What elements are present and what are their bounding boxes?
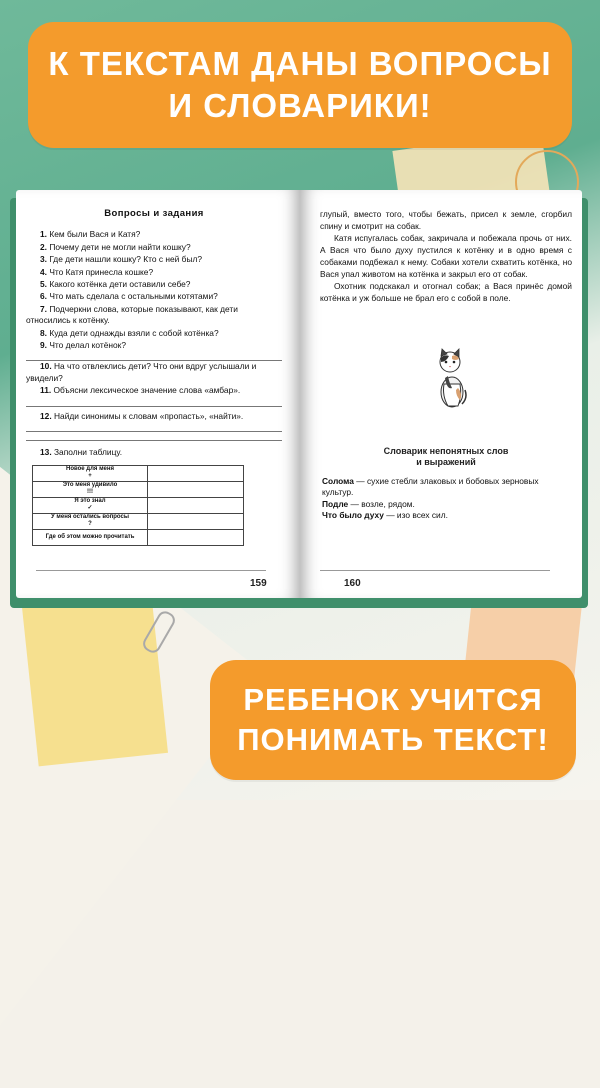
cat-illustration-icon [432, 348, 468, 410]
question-item: 13. Заполни таблицу. [40, 447, 123, 458]
answer-line [26, 432, 282, 441]
page-number: 160 [344, 578, 361, 589]
table-row: Где об этом можно прочитать [33, 529, 244, 545]
dictionary-title: Словарик непонятных слов и выражений [383, 446, 509, 467]
answer-line [26, 398, 282, 407]
question-item: 6. Что мать сделала с остальными котятами? [40, 291, 218, 302]
question-item: 10. На что отвлеклись дети? Что они вдруг услышали и увидели? [26, 361, 257, 383]
question-item: 4. Что Катя принесла кошке? [40, 266, 154, 277]
table-cell-input[interactable] [148, 481, 244, 497]
question-item: 12. Найди синонимы к словам «пропасть», «найти». [40, 410, 244, 421]
paragraph: глупый, вместо того, чтобы бежать, присел к земле, сгорбил спину и смотрит на собак. [320, 209, 572, 231]
footer-line [320, 570, 550, 571]
table-cell-input[interactable] [148, 513, 244, 529]
top-banner-line1: К ТЕКСТАМ ДАНЫ ВОПРОСЫ [48, 45, 552, 82]
answer-line [26, 352, 282, 361]
table-cell-input[interactable] [148, 497, 244, 513]
footer-line [36, 570, 266, 571]
question-item: 2. Почему дети не могли найти кошку? [40, 241, 191, 252]
question-item: 8. Куда дети однажды взяли с собой котёнка? [40, 327, 219, 338]
open-book [10, 190, 588, 610]
dictionary-list [322, 476, 572, 522]
section-title: Вопросы и задания [104, 208, 204, 219]
question-item: 5. Какого котёнка дети оставили себе? [40, 279, 191, 290]
top-banner [28, 22, 572, 148]
left-page [16, 190, 300, 598]
right-page [300, 190, 582, 598]
table-cell-input[interactable] [148, 465, 244, 481]
table-row: Я это знал ✓ [33, 497, 244, 513]
paragraph: Катя испугалась собак, закричала и побежала прочь от них. А Вася что было духу пустился к котёнку и в одно время с собаками подбежал к нему. Собаки хотели схватить котёнка, но Вася упал животом на котёнка и закрыл его от собак. [320, 233, 572, 279]
bottom-banner-line1: РЕБЕНОК УЧИТСЯ [243, 682, 543, 717]
question-item: 7. Подчеркни слова, которые показывают, как дети относились к котёнку. [26, 303, 238, 326]
question-item: 3. Где дети нашли кошку? Кто с ней был? [40, 254, 203, 265]
fill-table [32, 465, 244, 546]
table-row: У меня остались вопросы ? [33, 513, 244, 529]
dictionary-entry: Солома — сухие стебли злаковых и бобовых зерновых культур. [322, 476, 539, 498]
answer-line [26, 423, 282, 432]
paragraph: Охотник подскакал и отогнал собак; а Вася принёс домой котёнка и уж больше не брал его с собой в поле. [320, 281, 572, 303]
table-row: Это меня удивило !!! [33, 481, 244, 497]
table-row: Новое для меня + [33, 465, 244, 481]
dictionary-entry: Что было духу — изо всех сил. [322, 510, 448, 521]
bottom-banner [210, 660, 576, 780]
question-item: 1. Кем были Вася и Катя? [40, 229, 141, 240]
table-cell-input[interactable] [148, 529, 244, 545]
dictionary-entry: Подле — возле, рядом. [322, 498, 415, 509]
top-banner-line2: И СЛОВАРИКИ! [168, 87, 432, 124]
decor-note [22, 594, 168, 767]
page-number: 159 [250, 578, 267, 589]
question-item: 11. Объясни лексическое значение слова «амбар». [40, 385, 241, 396]
bottom-banner-line2: ПОНИМАТЬ ТЕКСТ! [237, 722, 549, 757]
question-item: 9. Что делал котёнок? [40, 340, 126, 351]
